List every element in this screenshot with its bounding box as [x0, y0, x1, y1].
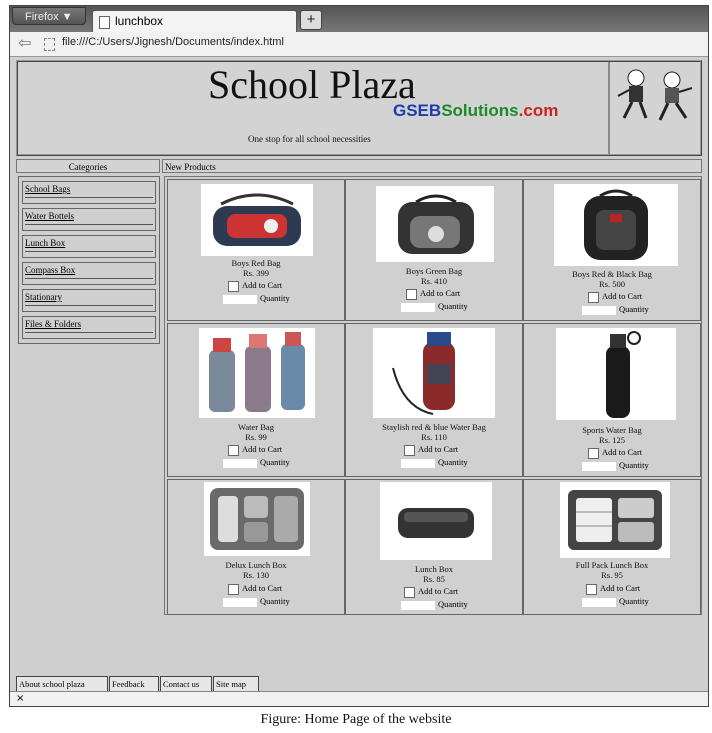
add-to-cart-checkbox[interactable]: Add to Cart: [228, 444, 282, 456]
categories-list: [18, 176, 160, 344]
category-compass-box[interactable]: Compass Box: [22, 262, 156, 285]
quantity-field[interactable]: Quantity: [401, 599, 468, 610]
quantity-field[interactable]: Quantity: [223, 293, 290, 304]
header-divider: [608, 62, 610, 154]
product-price: Rs. 125: [599, 435, 625, 445]
watermark-logo: GSEBSolutions.com: [393, 101, 559, 120]
figure-caption: Figure: Home Page of the website: [260, 712, 452, 727]
product-price: Rs. 399: [243, 268, 269, 278]
url-field[interactable]: file:///C:/Users/Jignesh/Documents/index.html: [62, 36, 284, 48]
quantity-field[interactable]: Quantity: [401, 301, 468, 312]
product-name: Boys Red Bag: [231, 258, 281, 268]
footer-link-contact[interactable]: Contact us: [160, 676, 212, 691]
add-to-cart-checkbox[interactable]: Add to Cart: [404, 444, 458, 456]
footer-link-sitemap[interactable]: Site map: [213, 676, 259, 691]
category-water-bottels[interactable]: Water Bottels: [22, 208, 156, 231]
sports-bottle-icon: [556, 328, 676, 420]
footer-links: [16, 676, 704, 692]
add-to-cart-checkbox[interactable]: Add to Cart: [586, 583, 640, 595]
quantity-field[interactable]: Quantity: [223, 596, 290, 607]
status-bar: [10, 691, 708, 707]
browser-window: [9, 5, 709, 707]
product-card: [167, 179, 345, 321]
product-price: Rs. 99: [245, 432, 267, 442]
category-stationary[interactable]: Stationary: [22, 289, 156, 312]
product-name: Lunch Box: [414, 564, 453, 574]
quantity-field[interactable]: Quantity: [223, 457, 290, 468]
back-arrow-icon[interactable]: ⇦: [18, 33, 32, 52]
footer-link-about[interactable]: About school plaza: [16, 676, 108, 691]
new-tab-button[interactable]: +: [300, 10, 322, 30]
tab-lunchbox[interactable]: [92, 10, 297, 32]
site-header: [16, 60, 702, 156]
product-grid: [164, 176, 702, 615]
product-price: Rs. 130: [243, 570, 269, 580]
add-to-cart-checkbox[interactable]: Add to Cart: [588, 291, 642, 303]
site-title: School Plaza: [208, 62, 416, 107]
product-name: Water Bag: [238, 422, 274, 432]
product-price: Rs. 410: [421, 276, 447, 286]
product-card: [523, 479, 701, 615]
site-tagline: One stop for all school necessities: [248, 134, 371, 144]
categories-heading: Categories: [16, 159, 160, 173]
product-name: Staylish red & blue Water Bag: [382, 422, 486, 432]
footer-link-feedback[interactable]: Feedback: [109, 676, 159, 691]
navigation-bar: [10, 32, 708, 57]
product-name: Sports Water Bag: [582, 425, 642, 435]
product-card: [345, 479, 523, 615]
product-name: Boys Green Bag: [405, 266, 463, 276]
water-bottle-strap-icon: [373, 328, 495, 418]
water-bottles-icon: [199, 328, 315, 418]
product-card: [167, 323, 345, 477]
black-bag-icon: [554, 184, 678, 266]
quantity-field[interactable]: Quantity: [582, 460, 649, 471]
product-price: Rs. 500: [599, 279, 625, 289]
lunch-box-food-icon: [560, 482, 670, 558]
red-bag-icon: [201, 184, 313, 256]
add-to-cart-checkbox[interactable]: Add to Cart: [406, 288, 460, 300]
category-lunch-box[interactable]: Lunch Box: [22, 235, 156, 258]
product-price: Rs. 85: [423, 574, 445, 584]
add-to-cart-checkbox[interactable]: Add to Cart: [228, 280, 282, 292]
firefox-menu-button[interactable]: Firefox ▼: [12, 7, 86, 25]
tab-title: lunchbox: [115, 14, 164, 28]
quantity-field[interactable]: Quantity: [401, 457, 468, 468]
product-name: Boys Red & Black Bag: [572, 269, 652, 279]
close-icon[interactable]: ×: [16, 693, 25, 704]
lunch-box-icon: [380, 482, 492, 560]
product-card: [345, 179, 523, 321]
product-card: [167, 479, 345, 615]
product-card: [523, 179, 701, 321]
category-school-bags[interactable]: School Bags: [22, 181, 156, 204]
page-icon: [99, 16, 110, 29]
product-card: [523, 323, 701, 477]
quantity-field[interactable]: Quantity: [582, 304, 649, 315]
add-to-cart-checkbox[interactable]: Add to Cart: [228, 583, 282, 595]
add-to-cart-checkbox[interactable]: Add to Cart: [404, 586, 458, 598]
new-products-heading: New Products: [162, 159, 702, 173]
product-card: [345, 323, 523, 477]
product-price: Rs. 95: [601, 570, 623, 580]
lunch-box-open-icon: [204, 482, 310, 556]
quantity-field[interactable]: Quantity: [582, 596, 649, 607]
tab-bar: [10, 6, 708, 32]
green-bag-icon: [376, 186, 494, 262]
product-name: Full Pack Lunch Box: [575, 560, 649, 570]
product-price: Rs. 110: [421, 432, 447, 442]
kids-cartoon-icon: [614, 66, 698, 126]
product-name: Delux Lunch Box: [225, 560, 287, 570]
page-icon: [44, 38, 55, 51]
add-to-cart-checkbox[interactable]: Add to Cart: [588, 447, 642, 459]
category-files-folders[interactable]: Files & Folders: [22, 316, 156, 339]
